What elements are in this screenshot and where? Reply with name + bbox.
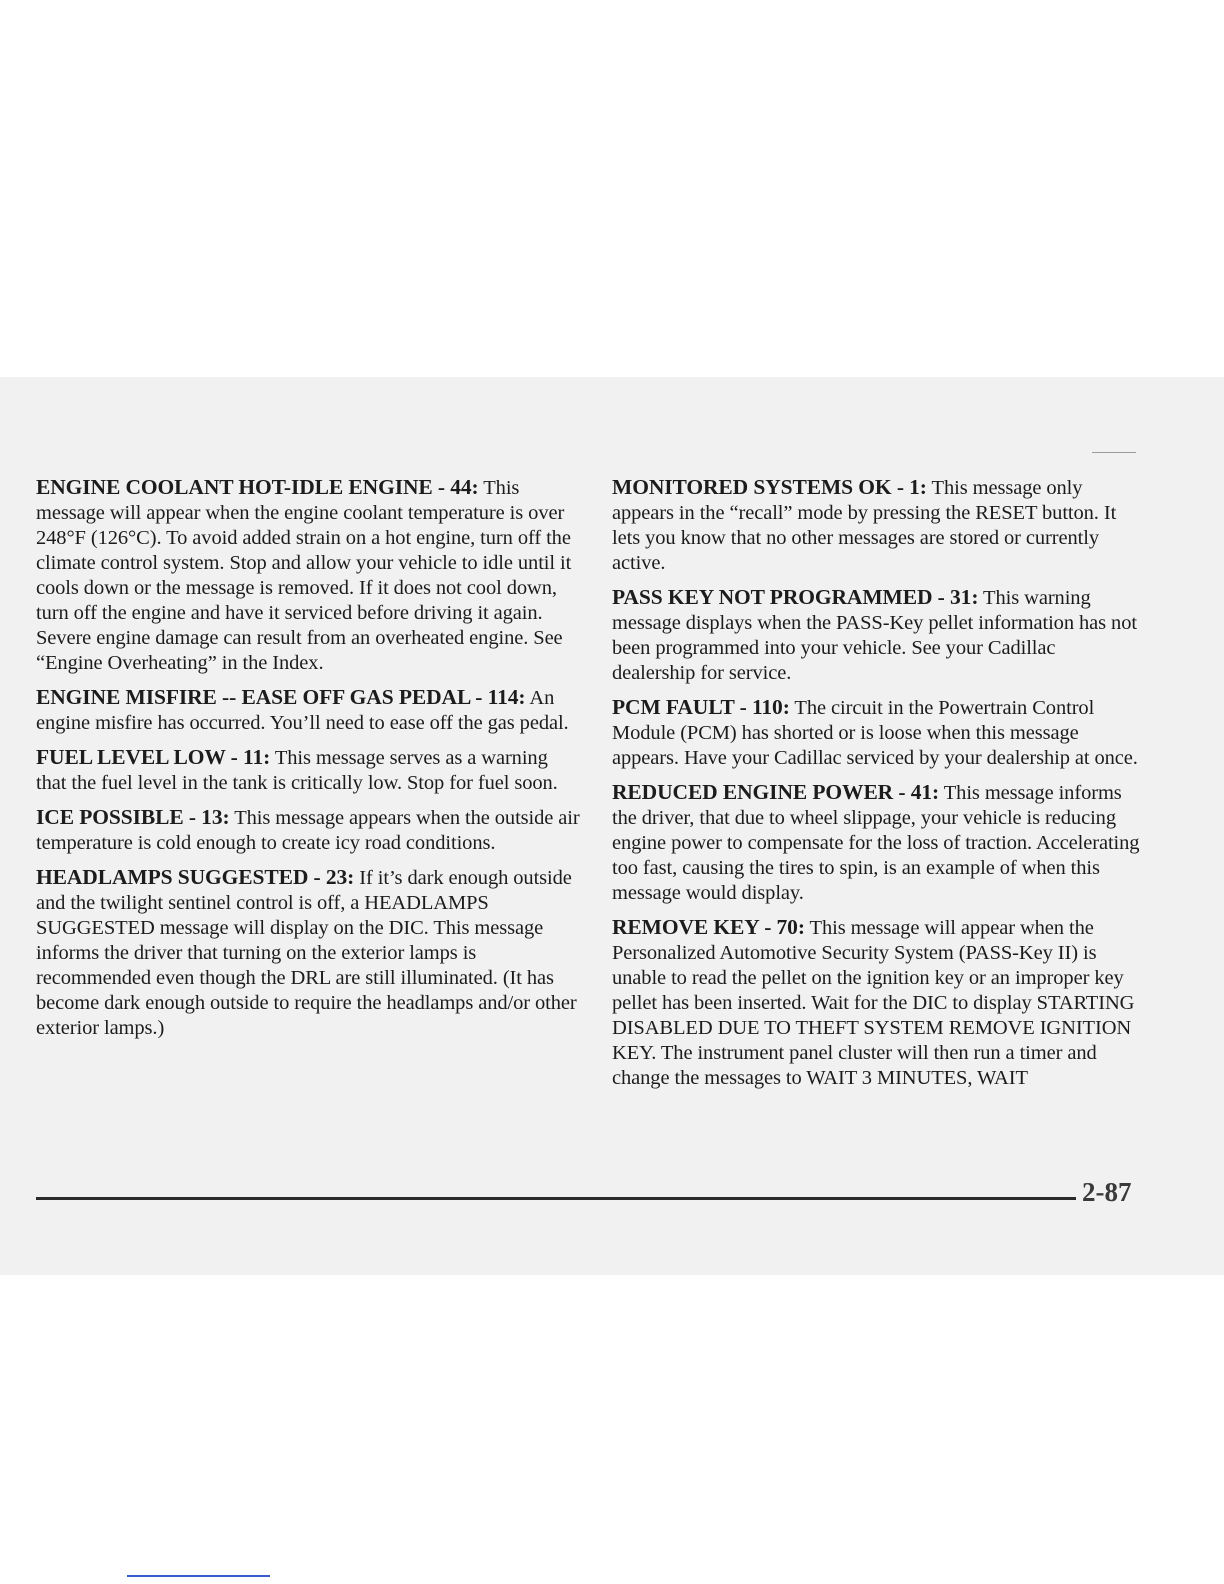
entry-fuel-level-low (36, 745, 581, 796)
entry-body: This message informs the driver, that due to wheel slippage, your vehicle is reducing engine power to compensate for the loss of traction. Accelerating too fast, causing the tires to spin, is an example of when this message would display. (612, 782, 1140, 904)
entry-heading: REDUCED ENGINE POWER - 41: (612, 780, 940, 804)
left-column (36, 475, 581, 1050)
entry-body: This message only appears in the “recall” mode by pressing the RESET button. It lets you know that no other messages are stored or currently active. (612, 477, 1117, 574)
entry-body: This message will appear when the Personalized Automotive Security System (PASS-Key II) is unable to read the pellet on the ignition key or an improper key pellet has been inserted. Wait for the DIC to display STARTING DISABLED DUE TO THEFT SYSTEM REMOVE IGNITION KEY. The instrument panel cluster will then run a timer and change the messages to WAIT 3 MINUTES, WAIT (612, 917, 1135, 1089)
entry-heading: PCM FAULT - 110: (612, 695, 790, 719)
entry-engine-misfire (36, 685, 581, 736)
entry-body: This message appears when the outside air temperature is cold enough to create icy road conditions. (36, 807, 580, 854)
entry-monitored-systems-ok (612, 475, 1142, 576)
entry-body: An engine misfire has occurred. You’ll need to ease off the gas pedal. (36, 687, 569, 734)
entry-pass-key-not-programmed (612, 585, 1142, 686)
entry-heading: ENGINE MISFIRE -- EASE OFF GAS PEDAL - 114: (36, 685, 526, 709)
entry-ice-possible (36, 805, 581, 856)
right-column (612, 475, 1142, 1100)
entry-heading: FUEL LEVEL LOW - 11: (36, 745, 271, 769)
entry-reduced-engine-power (612, 780, 1142, 906)
entry-body: If it’s dark enough outside and the twilight sentinel control is off, a HEADLAMPS SUGGESTED message will display on the DIC. This message informs the driver that turning on the exterior lamps is recommended even though the DRL are still illuminated. (It has become dark enough outside to require the headlamps and/or other exterior lamps.) (36, 867, 577, 1039)
entry-heading: PASS KEY NOT PROGRAMMED - 31: (612, 585, 979, 609)
entry-heading: REMOVE KEY - 70: (612, 915, 805, 939)
entry-remove-key (612, 915, 1142, 1091)
entry-body: The circuit in the Powertrain Control Module (PCM) has shorted or is loose when this message appears. Have your Cadillac serviced by your dealership at once. (612, 697, 1138, 769)
entry-body: This message serves as a warning that the fuel level in the tank is critically low. Stop for fuel soon. (36, 747, 558, 794)
entry-headlamps-suggested (36, 865, 581, 1041)
entry-body: This warning message displays when the PASS-Key pellet information has not been programmed into your vehicle. See your Cadillac dealership for service. (612, 587, 1137, 684)
footer-link-underline[interactable] (127, 1575, 270, 1577)
top-margin-rule (1092, 452, 1136, 453)
entry-body: This message will appear when the engine coolant temperature is over 248°F (126°C). To avoid added strain on a hot engine, turn off the climate control system. Stop and allow your vehicle to idle until it cools down or the message is removed. If it does not cool down, turn off the engine and have it serviced before driving it again. Severe engine damage can result from an overheated engine. See “Engine Overheating” in the Index. (36, 477, 572, 674)
entry-heading: MONITORED SYSTEMS OK - 1: (612, 475, 927, 499)
footer-rule (36, 1197, 1076, 1200)
entry-heading: HEADLAMPS SUGGESTED - 23: (36, 865, 355, 889)
entry-heading: ENGINE COOLANT HOT-IDLE ENGINE - 44: (36, 475, 479, 499)
entry-pcm-fault (612, 695, 1142, 771)
entry-engine-coolant-hot (36, 475, 581, 676)
page-number: 2-87 (1082, 1177, 1132, 1207)
entry-heading: ICE POSSIBLE - 13: (36, 805, 230, 829)
